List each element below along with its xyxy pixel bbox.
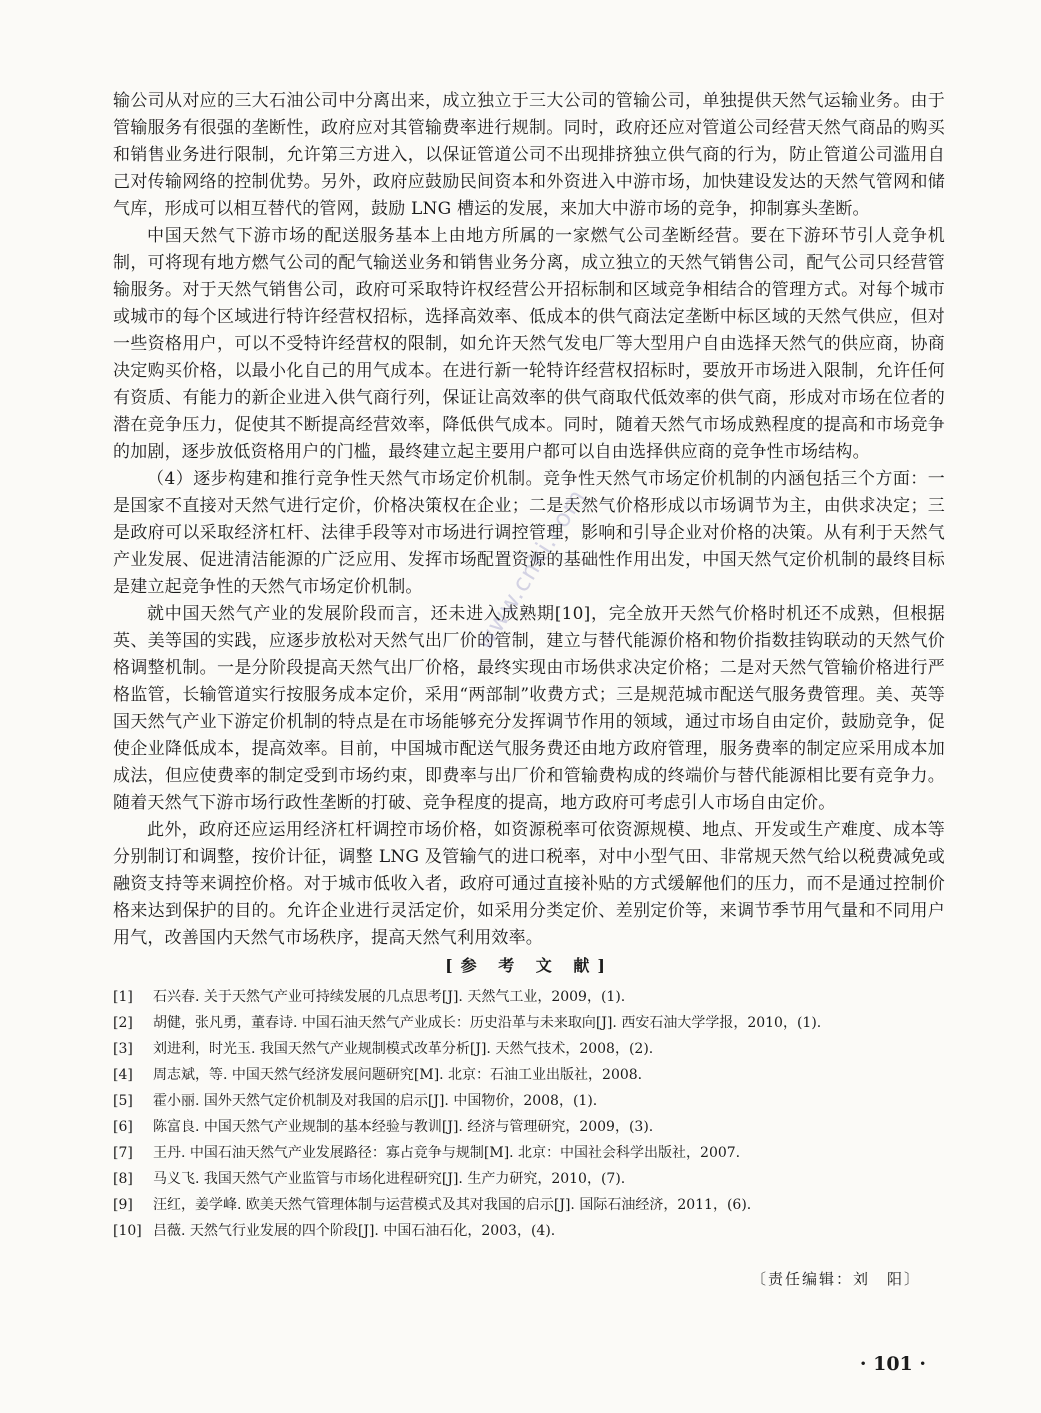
reference-text: 汪红，姜学峰. 欧美天然气管理体制与运营模式及其对我国的启示[J]. 国际石油经济，2011，(6). bbox=[153, 1197, 752, 1213]
reference-text: 胡健，张凡勇，董春诗. 中国石油天然气产业成长：历史沿革与未来取向[J]. 西安石油大学学报，2010，(1). bbox=[153, 1015, 822, 1031]
paragraph-4: 就中国天然气产业的发展阶段而言，还未进入成熟期[10]，完全放开天然气价格时机还不成熟，但根据英、美等国的实践，应逐步放松对天然气出厂价的管制，建立与替代能源价格和物价指数挂钩联动的天然气价格调整机制。一是分阶段提高天然气出厂价格，最终实现由市场供求决定价格；二是对天然气管输价格进行严格监管，长输管道实行按服务成本定价，采用“两部制”收费方式；三是规范城市配送气服务费管理。美、英等国天然气产业下游定价机制的特点是在市场能够充分发挥调节作用的领域，通过市场自由定价，鼓励竞争，促使企业降低成本，提高效率。目前，中国城市配送气服务费还由地方政府管理，服务费率的制定应采用成本加成法，但应使费率的制定受到市场约束，即费率与出厂价和管输费构成的终端价与替代能源相比要有竞争力。随着天然气下游市场行政性垄断的打破、竞争程度的提高，地方政府可考虑引人市场自由定价。 bbox=[113, 604, 945, 813]
reference-list bbox=[113, 984, 945, 1244]
reference-number: [6] bbox=[113, 1119, 133, 1135]
reference-text: 刘进利，时光玉. 我国天然气产业规制模式改革分析[J]. 天然气技术，2008，(2). bbox=[153, 1041, 654, 1057]
reference-text: 吕薇. 天然气行业发展的四个阶段[J]. 中国石油石化，2003，(4). bbox=[153, 1223, 556, 1239]
reference-number: [7] bbox=[113, 1145, 133, 1161]
reference-text: 陈富良. 中国天然气产业规制的基本经验与教训[J]. 经济与管理研究，2009，(3). bbox=[153, 1119, 654, 1135]
reference-text: 石兴春. 关于天然气产业可持续发展的几点思考[J]. 天然气工业，2009，(1). bbox=[153, 989, 626, 1005]
reference-text: 周志斌，等. 中国天然气经济发展问题研究[M]. 北京：石油工业出版社，2008. bbox=[153, 1067, 643, 1083]
paragraph-1: 输公司从对应的三大石油公司中分离出来，成立独立于三大公司的管输公司，单独提供天然气运输业务。由于管输服务有很强的垄断性，政府应对其管输费率进行规制。同时，政府还应对管道公司经营天然气商品的购买和销售业务进行限制，允许第三方进入，以保证管道公司不出现排挤独立供气商的行为，防止管道公司滥用自己对传输网络的控制优势。另外，政府应鼓励民间资本和外资进入中游市场，加快建设发达的天然气管网和储气库，形成可以相互替代的管网，鼓励 LNG 槽运的发展，来加大中游市场的竞争，抑制寡头垄断。 bbox=[113, 91, 945, 219]
reference-text: 马义飞. 我国天然气产业监管与市场化进程研究[J]. 生产力研究，2010，(7). bbox=[153, 1171, 626, 1187]
reference-item bbox=[113, 1088, 945, 1114]
paragraph-5: 此外，政府还应运用经济杠杆调控市场价格，如资源税率可依资源规模、地点、开发或生产难度、成本等分别制订和调整，按价计征，调整 LNG 及管输气的进口税率，对中小型气田、非常规天然气给以税费减免或融资支持等来调控价格。对于城市低收入者，政府可通过直接补贴的方式缓解他们的压力，而不是通过控制价格来达到保护的目的。允许企业进行灵活定价，如采用分类定价、差别定价等，来调节季节用气量和不同用户用气，改善国内天然气市场秩序，提高天然气利用效率。 bbox=[113, 820, 945, 948]
paragraph-2: 中国天然气下游市场的配送服务基本上由地方所属的一家燃气公司垄断经营。要在下游环节引人竞争机制，可将现有地方燃气公司的配气输送业务和销售业务分离，成立独立的天然气销售公司，配气公司只经营管输服务。对于天然气销售公司，政府可采取特许权经营公开招标制和区域竞争相结合的管理方式。对每个城市或城市的每个区域进行特许经营权招标，选择高效率、低成本的供气商法定垄断中标区域的天然气供应，但对一些资格用户，可以不受特许经营权的限制，如允许天然气发电厂等大型用户自由选择天然气的供应商，协商决定购买价格，以最小化自己的用气成本。在进行新一轮特许经营权招标时，要放开市场进入限制，允许任何有资质、有能力的新企业进入供气商行列，保证让高效率的供气商取代低效率的供气商，形成对市场在位者的潜在竞争压力，促使其不断提高经营效率，降低供气成本。同时，随着天然气市场成熟程度的提高和市场竞争的加剧，逐步放低资格用户的门槛，最终建立起主要用户都可以自由选择供应商的竞争性市场结构。 bbox=[113, 226, 945, 462]
reference-item bbox=[113, 1010, 945, 1036]
reference-number: [5] bbox=[113, 1093, 133, 1109]
reference-text: 王丹. 中国石油天然气产业发展路径：寡占竞争与规制[M]. 北京：中国社会科学出版社，2007. bbox=[153, 1145, 741, 1161]
page-number: · 101 · bbox=[859, 1353, 926, 1375]
reference-number: [1] bbox=[113, 989, 133, 1005]
reference-item bbox=[113, 1218, 945, 1244]
reference-number: [3] bbox=[113, 1041, 133, 1057]
paragraph-3: （4）逐步构建和推行竞争性天然气市场定价机制。竞争性天然气市场定价机制的内涵包括三个方面：一是国家不直接对天然气进行定价，价格决策权在企业；二是天然气价格形成以市场调节为主，由供求决定；三是政府可以采取经济杠杆、法律手段等对市场进行调控管理，影响和引导企业对价格的决策。从有利于天然气产业发展、促进清洁能源的广泛应用、发挥市场配置资源的基础性作用出发，中国天然气定价机制的最终目标是建立起竞争性的天然气市场定价机制。 bbox=[113, 469, 945, 597]
reference-item bbox=[113, 1062, 945, 1088]
reference-number: [2] bbox=[113, 1015, 133, 1031]
reference-item bbox=[113, 1192, 945, 1218]
reference-item bbox=[113, 1114, 945, 1140]
reference-number: [10] bbox=[113, 1223, 142, 1239]
reference-item bbox=[113, 984, 945, 1010]
watermark: www.cnki.com bbox=[470, 483, 592, 655]
reference-number: [9] bbox=[113, 1197, 133, 1213]
reference-number: [8] bbox=[113, 1171, 133, 1187]
reference-text: 霍小丽. 国外天然气定价机制及对我国的启示[J]. 中国物价，2008，(1). bbox=[153, 1093, 598, 1109]
editor-note: 〔责任编辑：刘 阳〕 bbox=[750, 1270, 921, 1288]
reference-item bbox=[113, 1166, 945, 1192]
reference-item bbox=[113, 1036, 945, 1062]
reference-item bbox=[113, 1140, 945, 1166]
article-body bbox=[113, 88, 945, 1244]
reference-number: [4] bbox=[113, 1067, 133, 1083]
references-heading: [参 考 文 献] bbox=[445, 956, 613, 975]
